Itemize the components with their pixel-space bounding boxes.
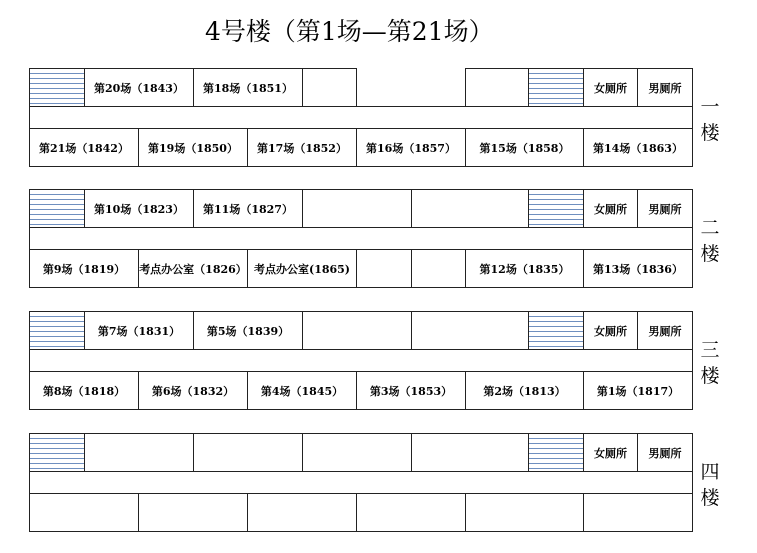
room-label: 第2场（1813） (483, 384, 566, 398)
room-cell (356, 371, 466, 410)
room-cell (583, 68, 638, 107)
room-cell (193, 311, 303, 350)
room-cell (356, 249, 412, 288)
room-cell (583, 493, 693, 532)
room-cell (356, 128, 466, 167)
floor-label-char: 楼 (700, 365, 720, 387)
corridor (29, 106, 693, 129)
stairwell (29, 189, 85, 228)
room-cell (29, 371, 139, 410)
room-label: 第18场（1851） (203, 81, 293, 95)
room-label: 第16场（1857） (366, 141, 456, 155)
stairwell (528, 433, 584, 472)
room-cell (583, 311, 638, 350)
floor-label (698, 94, 722, 146)
room-label: 女厕所 (594, 81, 627, 95)
room-cell (637, 68, 693, 107)
room-label: 第7场（1831） (97, 324, 181, 338)
room-label: 男厕所 (648, 202, 682, 216)
room-cell (84, 433, 194, 472)
floor-label (698, 215, 722, 267)
room-cell (637, 311, 693, 350)
stairwell (528, 189, 584, 228)
room-label: 第14场（1863） (593, 141, 683, 155)
floor-label-char: 楼 (700, 243, 720, 265)
room-cell (411, 189, 529, 228)
room-cell (247, 249, 357, 288)
room-label: 第12场（1835） (479, 262, 570, 276)
room-label: 考点办公室(1865) (253, 262, 351, 276)
room-cell (637, 433, 693, 472)
room-cell (29, 249, 139, 288)
room-label: 第11场（1827） (203, 202, 293, 216)
room-label: 第8场（1818） (42, 384, 126, 398)
room-label: 女厕所 (594, 202, 627, 216)
room-label: 第6场（1832） (151, 384, 235, 398)
room-cell (247, 128, 357, 167)
room-label: 第9场（1819） (42, 262, 126, 276)
room-cell (138, 128, 248, 167)
room-label: 第20场（1843） (94, 81, 184, 95)
room-label: 男厕所 (648, 324, 682, 338)
room-cell (583, 128, 693, 167)
room-cell (84, 68, 194, 107)
room-cell (411, 433, 529, 472)
room-label: 第13场（1836） (593, 262, 683, 276)
room-cell (247, 493, 357, 532)
room-label: 女厕所 (594, 324, 627, 338)
room-cell (302, 68, 357, 107)
room-label: 女厕所 (594, 446, 627, 460)
room-label: 男厕所 (648, 81, 682, 95)
room-cell (411, 311, 529, 350)
room-cell (465, 493, 584, 532)
room-cell (247, 371, 357, 410)
room-label: 考点办公室（1826） (139, 262, 247, 276)
room-cell (583, 249, 693, 288)
room-cell (302, 311, 412, 350)
room-cell (84, 311, 194, 350)
stairwell (29, 68, 85, 107)
stairwell (29, 311, 85, 350)
room-cell (193, 433, 303, 472)
room-cell (84, 189, 194, 228)
room-label: 第21场（1842） (39, 141, 129, 155)
corridor (29, 471, 693, 494)
room-cell (583, 189, 638, 228)
room-cell (302, 189, 412, 228)
page-title: 4号楼（第1场—第21场） (205, 17, 494, 46)
room-label: 第3场（1853） (369, 384, 453, 398)
corridor (29, 349, 693, 372)
floor-label-char: 楼 (700, 487, 720, 509)
room-cell (411, 249, 466, 288)
room-label: 第1场（1817） (596, 384, 680, 398)
room-label: 第5场（1839） (206, 324, 290, 338)
room-label: 第4场（1845） (260, 384, 344, 398)
room-cell (637, 189, 693, 228)
floor-label-char: 楼 (700, 122, 720, 144)
room-cell (193, 189, 303, 228)
stairwell (528, 68, 584, 107)
floor-label-char: 一 (700, 96, 720, 118)
floor-label-char: 二 (700, 217, 720, 239)
room-cell (29, 493, 139, 532)
floor-label (698, 337, 722, 389)
room-cell (302, 433, 412, 472)
room-cell (29, 128, 139, 167)
floor-label-char: 三 (700, 339, 720, 361)
room-cell (193, 68, 303, 107)
floor-label-char: 四 (700, 461, 720, 483)
stairwell (528, 311, 584, 350)
room-label: 男厕所 (648, 446, 682, 460)
room-cell (465, 371, 584, 410)
room-label: 第10场（1823） (94, 202, 184, 216)
room-cell (465, 128, 584, 167)
room-cell (138, 249, 248, 288)
stairwell (29, 433, 85, 472)
room-cell (465, 68, 529, 107)
corridor (29, 227, 693, 250)
room-cell (138, 493, 248, 532)
room-label: 第15场（1858） (479, 141, 570, 155)
room-cell (583, 371, 693, 410)
floor-label (698, 459, 722, 511)
room-cell (138, 371, 248, 410)
room-cell (583, 433, 638, 472)
room-label: 第17场（1852） (257, 141, 347, 155)
room-label: 第19场（1850） (148, 141, 238, 155)
room-cell (465, 249, 584, 288)
room-cell (356, 493, 466, 532)
